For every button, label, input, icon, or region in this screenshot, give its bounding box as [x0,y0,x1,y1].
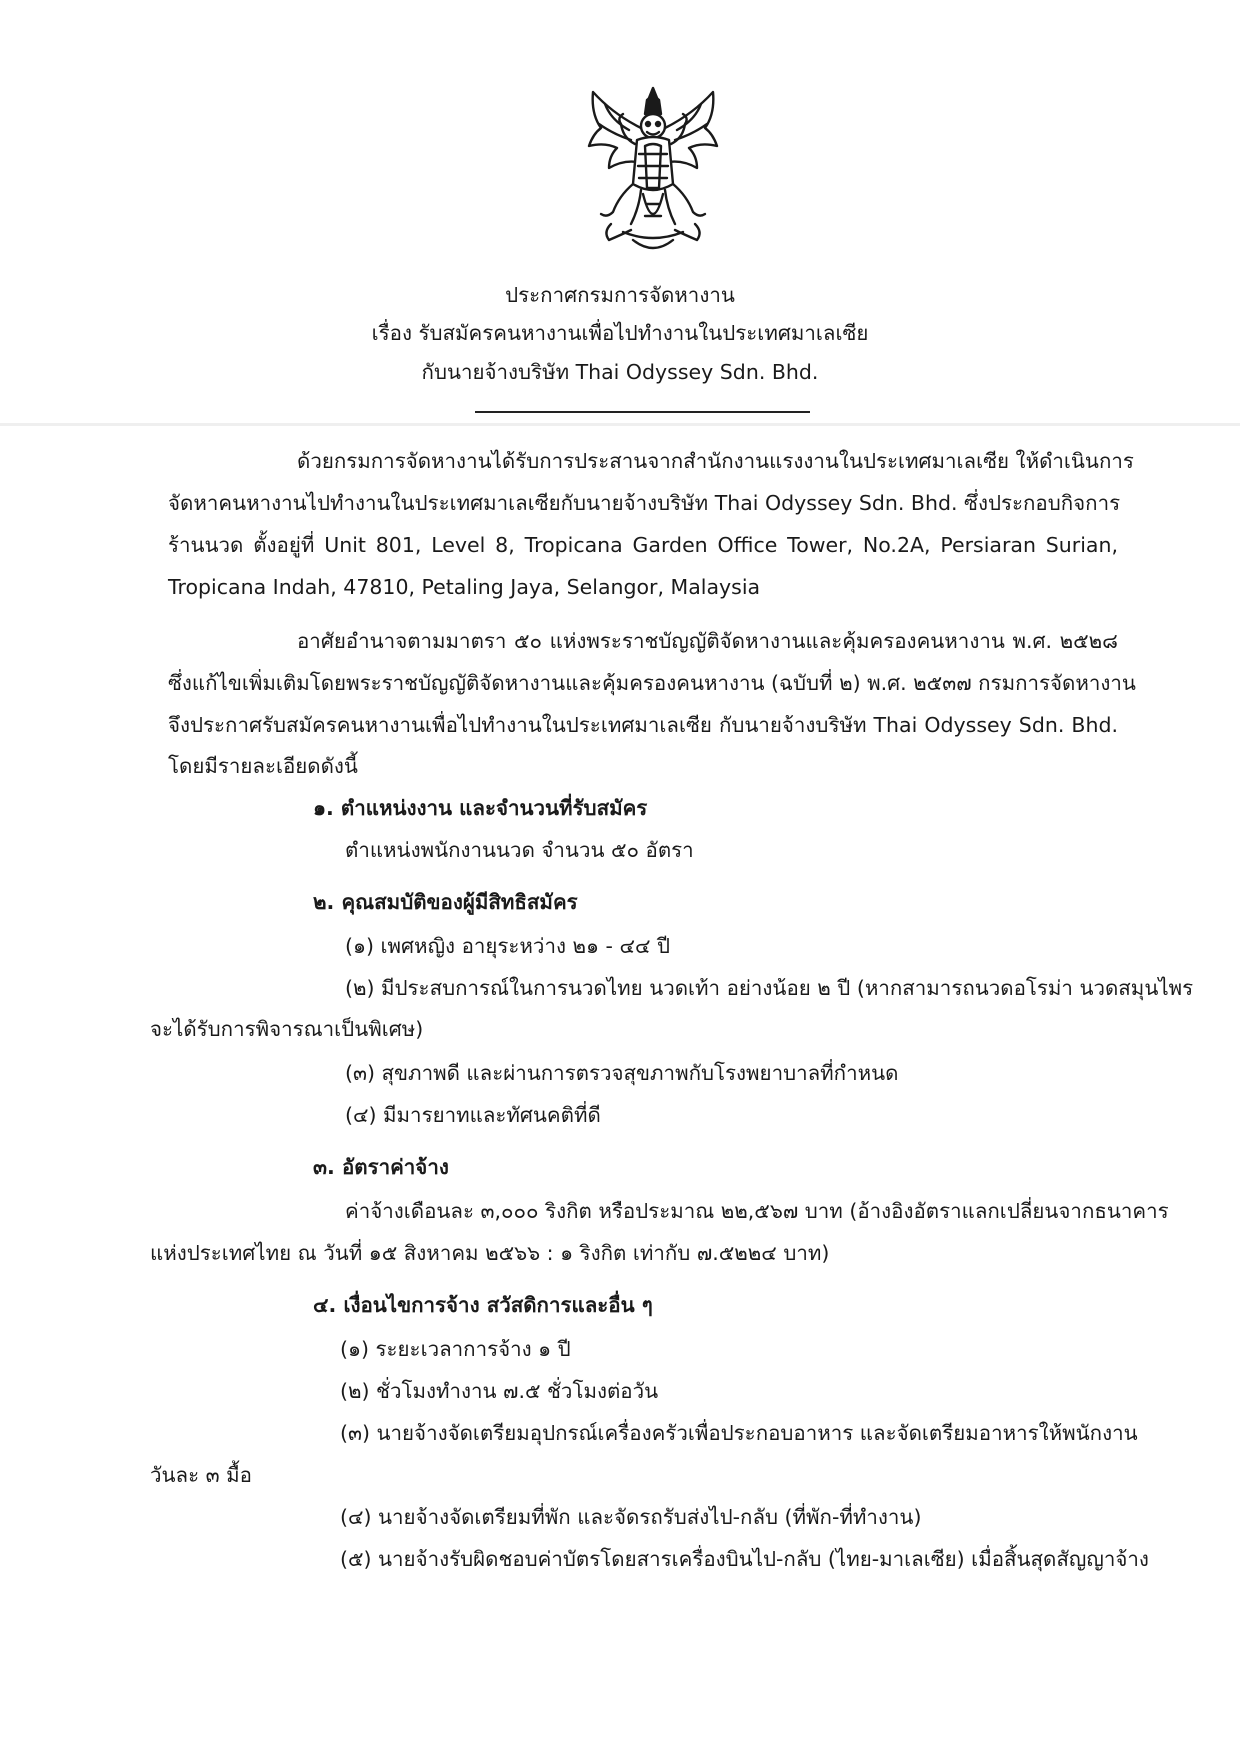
scan-artifact-line [0,423,1240,426]
title-underline [475,411,810,413]
section-2-item-2-line-2: จะได้รับการพิจารณาเป็นพิเศษ) [150,1017,424,1041]
intro-line-4: Tropicana Indah, 47810, Petaling Jaya, Selangor, Malaysia [168,575,761,599]
authority-line-1: อาศัยอำนาจตามมาตรา ๕๐ แห่งพระราชบัญญัติจัดหางานและคุ้มครองคนหางาน พ.ศ. ๒๕๒๘ [297,629,1118,653]
section-4-item-3-line-1: (๓) นายจ้างจัดเตรียมอุปกรณ์เครื่องครัวเพื่อประกอบอาหาร และจัดเตรียมอาหารให้พนักงาน [340,1421,1138,1445]
intro-line-2: จัดหาคนหางานไปทำงานในประเทศมาเลเซียกับนายจ้างบริษัท Thai Odyssey Sdn. Bhd. ซึ่งประกอบกิจการ [168,491,1121,515]
section-2-item-3: (๓) สุขภาพดี และผ่านการตรวจสุขภาพกับโรงพยาบาลที่กำหนด [345,1061,899,1085]
intro-line-3: ร้านนวด ตั้งอยู่ที่ Unit 801, Level 8, Tropicana Garden Office Tower, No.2A, Persiaran Surian, [168,533,1118,557]
section-4-item-1: (๑) ระยะเวลาการจ้าง ๑ ปี [340,1337,571,1361]
authority-line-4: โดยมีรายละเอียดดังนี้ [168,754,358,778]
section-3-line-2: แห่งประเทศไทย ณ วันที่ ๑๕ สิงหาคม ๒๕๖๖ : ๑ ริงกิต เท่ากับ ๗.๕๒๒๔ บาท) [150,1241,830,1265]
section-1-text: ตำแหน่งพนักงานนวด จำนวน ๕๐ อัตรา [345,838,694,862]
section-1-heading: ๑. ตำแหน่งงาน และจำนวนที่รับสมัคร [313,796,648,820]
section-3-heading: ๓. อัตราค่าจ้าง [313,1155,449,1179]
section-2-heading: ๒. คุณสมบัติของผู้มีสิทธิสมัคร [313,890,578,914]
announcement-subject: เรื่อง รับสมัครคนหางานเพื่อไปทำงานในประเทศมาเลเซีย [371,321,869,345]
authority-line-2: ซึ่งแก้ไขเพิ่มเติมโดยพระราชบัญญัติจัดหางานและคุ้มครองคนหางาน (ฉบับที่ ๒) พ.ศ. ๒๕๓๗ กรมการจัดหางาน [168,671,1136,695]
garuda-emblem-icon [583,84,723,256]
section-4-item-5: (๕) นายจ้างรับผิดชอบค่าบัตรโดยสารเครื่องบินไป-กลับ (ไทย-มาเลเซีย) เมื่อสิ้นสุดสัญญาจ้าง [340,1547,1149,1571]
announcement-employer: กับนายจ้างบริษัท Thai Odyssey Sdn. Bhd. [421,360,819,384]
intro-line-1: ด้วยกรมการจัดหางานได้รับการประสานจากสำนักงานแรงงานในประเทศมาเลเซีย ให้ดำเนินการ [297,449,1134,473]
section-4-heading: ๔. เงื่อนไขการจ้าง สวัสดิการและอื่น ๆ [313,1293,653,1317]
section-3-line-1: ค่าจ้างเดือนละ ๓,๐๐๐ ริงกิต หรือประมาณ ๒๒,๕๖๗ บาท (อ้างอิงอัตราแลกเปลี่ยนจากธนาคาร [345,1199,1169,1223]
section-4-item-4: (๔) นายจ้างจัดเตรียมที่พัก และจัดรถรับส่งไป-กลับ (ที่พัก-ที่ทำงาน) [340,1505,922,1529]
section-2-item-1: (๑) เพศหญิง อายุระหว่าง ๒๑ - ๔๔ ปี [345,934,670,958]
announcement-title: ประกาศกรมการจัดหางาน [505,283,735,307]
section-4-item-2: (๒) ชั่วโมงทำงาน ๗.๕ ชั่วโมงต่อวัน [340,1379,659,1403]
authority-line-3: จึงประกาศรับสมัครคนหางานเพื่อไปทำงานในประเทศมาเลเซีย กับนายจ้างบริษัท Thai Odyssey Sdn. Bhd. [168,713,1118,737]
section-2-item-4: (๔) มีมารยาทและทัศนคติที่ดี [345,1103,601,1127]
section-2-item-2-line-1: (๒) มีประสบการณ์ในการนวดไทย นวดเท้า อย่างน้อย ๒ ปี (หากสามารถนวดอโรม่า นวดสมุนไพร [345,976,1194,1000]
section-4-item-3-line-2: วันละ ๓ มื้อ [150,1463,252,1487]
